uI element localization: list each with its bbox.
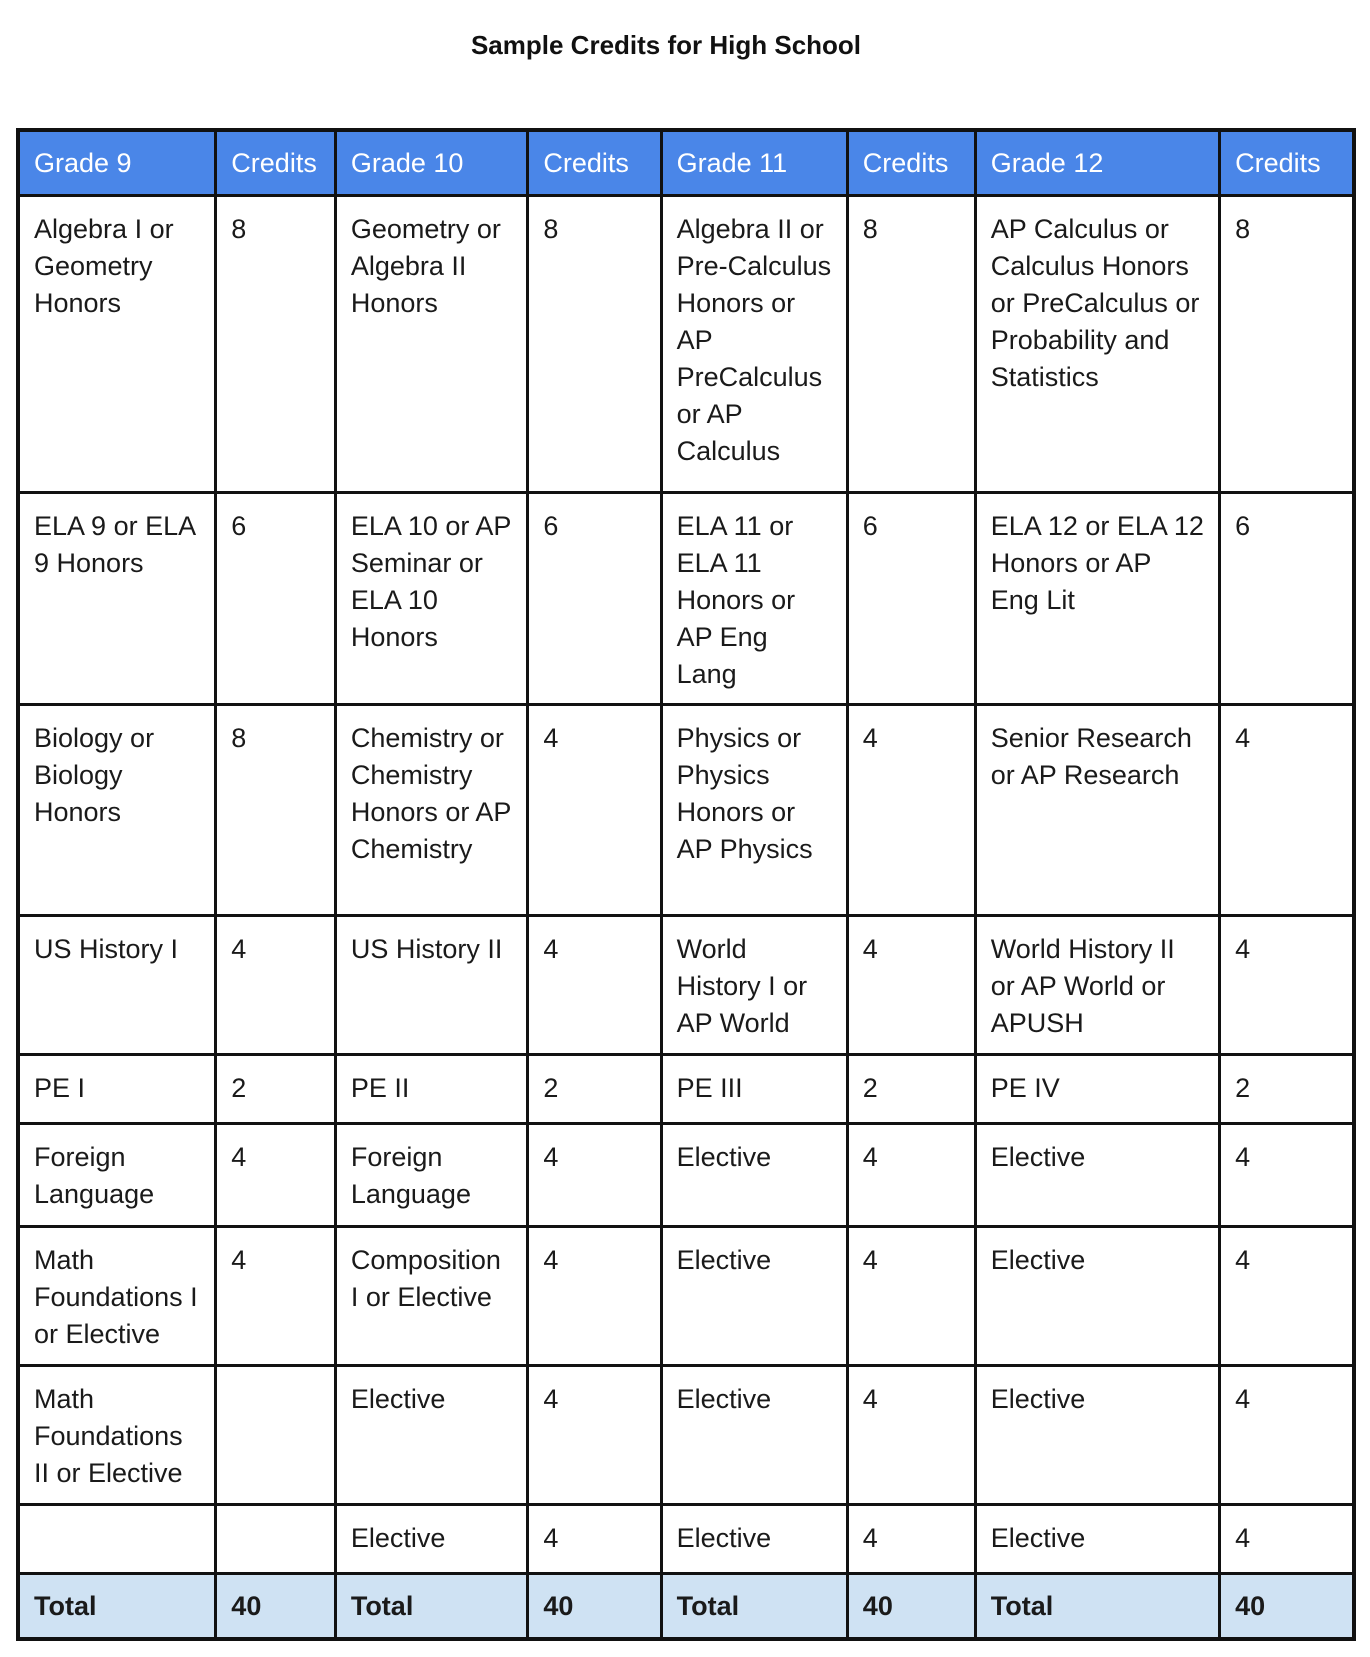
header-grade-9: Grade 9 (18, 130, 216, 196)
table-row (18, 493, 1354, 705)
credit-cell: 4 (1220, 1366, 1354, 1505)
course-cell: Chemistry or Chemistry Honors or AP Chemistry (335, 705, 528, 916)
table-row (18, 1227, 1354, 1366)
credit-cell: 4 (216, 1124, 336, 1227)
table-row (18, 1124, 1354, 1227)
credits-table (16, 128, 1356, 1641)
credit-cell: 4 (528, 1227, 661, 1366)
table-row (18, 196, 1354, 493)
credit-cell: 4 (847, 916, 975, 1055)
course-cell: Elective (975, 1227, 1219, 1366)
credit-cell: 4 (847, 1505, 975, 1574)
course-cell: US History I (18, 916, 216, 1055)
course-cell: US History II (335, 916, 528, 1055)
credit-cell: 4 (1220, 916, 1354, 1055)
header-grade-10: Grade 10 (335, 130, 528, 196)
credit-cell: 4 (216, 916, 336, 1055)
course-cell: Elective (661, 1227, 847, 1366)
total-credits-grade-9: 40 (216, 1574, 336, 1640)
credit-cell: 4 (528, 916, 661, 1055)
page-title: Sample Credits for High School (470, 30, 862, 60)
course-cell (18, 1505, 216, 1574)
credit-cell: 2 (528, 1055, 661, 1124)
course-cell: PE IV (975, 1055, 1219, 1124)
table-row (18, 1366, 1354, 1505)
credit-cell: 4 (847, 1366, 975, 1505)
total-credits-grade-12: 40 (1220, 1574, 1354, 1640)
credit-cell: 4 (1220, 1505, 1354, 1574)
course-cell: ELA 10 or AP Seminar or ELA 10 Honors (335, 493, 528, 705)
credit-cell: 4 (1220, 705, 1354, 916)
credit-cell: 4 (847, 705, 975, 916)
credit-cell: 6 (847, 493, 975, 705)
course-cell: Biology or Biology Honors (18, 705, 216, 916)
credit-cell: 4 (528, 1505, 661, 1574)
credit-cell (216, 1366, 336, 1505)
course-cell: Elective (661, 1366, 847, 1505)
course-cell: Math Foundations II or Elective (18, 1366, 216, 1505)
table-row (18, 705, 1354, 916)
credit-cell: 8 (847, 196, 975, 493)
course-cell: PE I (18, 1055, 216, 1124)
credit-cell: 4 (847, 1227, 975, 1366)
course-cell: ELA 11 or ELA 11 Honors or AP Eng Lang (661, 493, 847, 705)
course-cell: Algebra II or Pre-Calculus Honors or AP PreCalculus or AP Calculus (661, 196, 847, 493)
credit-cell: 4 (528, 1124, 661, 1227)
course-cell: World History I or AP World (661, 916, 847, 1055)
header-grade-12: Grade 12 (975, 130, 1219, 196)
course-cell: Foreign Language (335, 1124, 528, 1227)
course-cell: Elective (975, 1505, 1219, 1574)
course-cell: Elective (975, 1366, 1219, 1505)
course-cell: PE II (335, 1055, 528, 1124)
credit-cell: 2 (847, 1055, 975, 1124)
course-cell: World History II or AP World or APUSH (975, 916, 1219, 1055)
credit-cell: 8 (216, 705, 336, 916)
total-label-grade-10: Total (335, 1574, 528, 1640)
course-cell: Composition I or Elective (335, 1227, 528, 1366)
credit-cell: 2 (216, 1055, 336, 1124)
header-credits-10: Credits (528, 130, 661, 196)
credit-cell: 8 (216, 196, 336, 493)
credit-cell: 6 (528, 493, 661, 705)
credit-cell: 6 (1220, 493, 1354, 705)
course-cell: Elective (335, 1366, 528, 1505)
total-label-grade-11: Total (661, 1574, 847, 1640)
credit-cell: 4 (216, 1227, 336, 1366)
course-cell: Foreign Language (18, 1124, 216, 1227)
total-credits-grade-11: 40 (847, 1574, 975, 1640)
table-row (18, 1505, 1354, 1574)
course-cell: Physics or Physics Honors or AP Physics (661, 705, 847, 916)
credit-cell: 4 (1220, 1124, 1354, 1227)
credit-cell (216, 1505, 336, 1574)
total-label-grade-9: Total (18, 1574, 216, 1640)
course-cell: Elective (661, 1124, 847, 1227)
credit-cell: 4 (528, 705, 661, 916)
course-cell: Algebra I or Geometry Honors (18, 196, 216, 493)
header-grade-11: Grade 11 (661, 130, 847, 196)
course-cell: PE III (661, 1055, 847, 1124)
total-credits-grade-10: 40 (528, 1574, 661, 1640)
table-row (18, 916, 1354, 1055)
credit-cell: 2 (1220, 1055, 1354, 1124)
credit-cell: 4 (847, 1124, 975, 1227)
credit-cell: 8 (528, 196, 661, 493)
total-row (18, 1574, 1354, 1640)
table-row (18, 1055, 1354, 1124)
credit-cell: 4 (1220, 1227, 1354, 1366)
course-cell: Geometry or Algebra II Honors (335, 196, 528, 493)
header-credits-12: Credits (1220, 130, 1354, 196)
course-cell: Elective (975, 1124, 1219, 1227)
total-label-grade-12: Total (975, 1574, 1219, 1640)
course-cell: ELA 9 or ELA 9 Honors (18, 493, 216, 705)
course-cell: Elective (661, 1505, 847, 1574)
credit-cell: 8 (1220, 196, 1354, 493)
credit-cell: 6 (216, 493, 336, 705)
course-cell: Elective (335, 1505, 528, 1574)
header-row (18, 130, 1354, 196)
course-cell: AP Calculus or Calculus Honors or PreCalculus or Probability and Statistics (975, 196, 1219, 493)
course-cell: Math Foundations I or Elective (18, 1227, 216, 1366)
header-credits-11: Credits (847, 130, 975, 196)
header-credits-9: Credits (216, 130, 336, 196)
course-cell: Senior Research or AP Research (975, 705, 1219, 916)
course-cell: ELA 12 or ELA 12 Honors or AP Eng Lit (975, 493, 1219, 705)
credit-cell: 4 (528, 1366, 661, 1505)
